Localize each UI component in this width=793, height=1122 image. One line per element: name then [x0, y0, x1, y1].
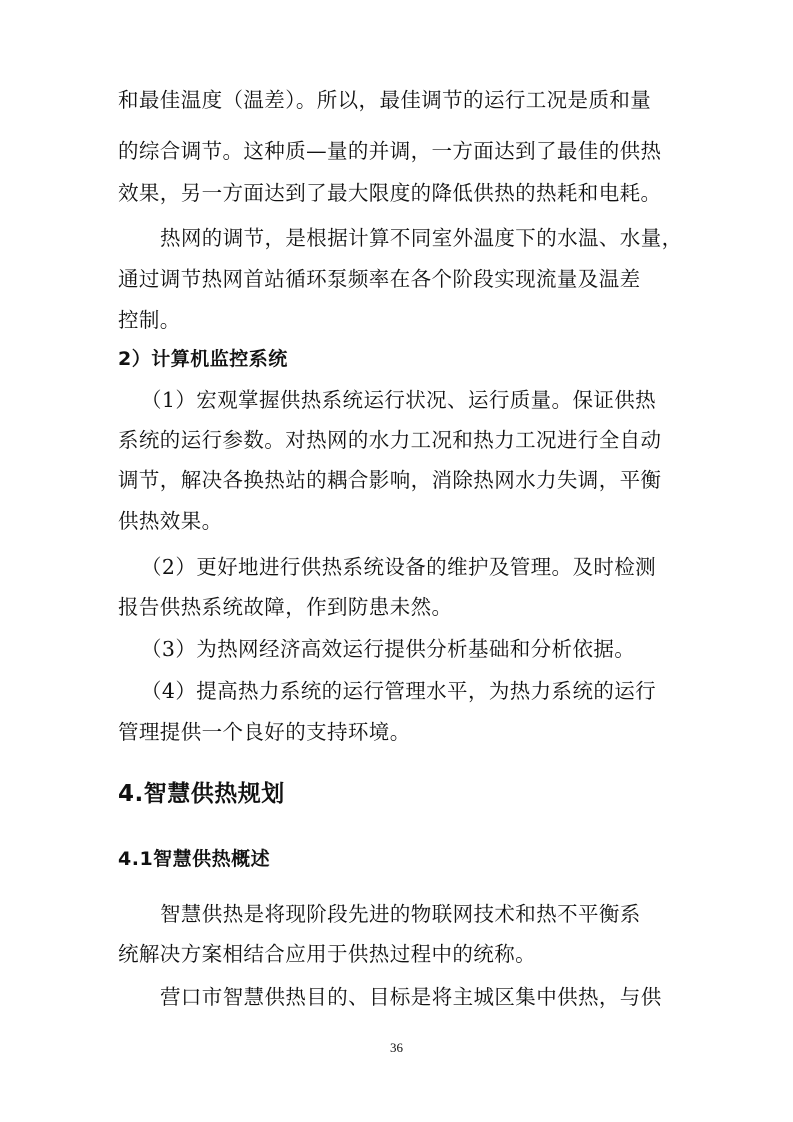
body-line-4: 热网的调节，是根据计算不同室外温度下的水温、水量，: [160, 226, 683, 250]
body-line-15: 管理提供一个良好的支持环境。: [118, 720, 411, 744]
body-line-11: （2）更好地进行供热系统设备的维护及管理。及时检测: [141, 555, 657, 579]
body-line-7: （1）宏观掌握供热系统运行状况、运行质量。保证供热: [141, 388, 657, 412]
body-line-3: 效果，另一方面达到了最大限度的降低供热的热耗和电耗。: [118, 181, 662, 205]
section-heading-smart-heating-overview: 4.1智慧供热概述: [118, 848, 271, 870]
body-line-6: 控制。: [118, 308, 181, 332]
body-line-9: 调节，解决各换热站的耦合影响，消除热网水力失调，平衡: [118, 468, 662, 492]
body-line-12: 报告供热系统故障，作到防患未然。: [118, 595, 453, 619]
body-line-10: 供热效果。: [118, 509, 223, 533]
section-heading-computer-monitoring: 2）计算机监控系统: [118, 348, 288, 370]
page-number: 36: [390, 1040, 403, 1055]
body-line-1: 和最佳温度（温差）。所以，最佳调节的运行工况是质和量: [118, 88, 652, 112]
body-line-5: 通过调节热网首站循环泵频率在各个阶段实现流量及温差: [118, 267, 641, 291]
body-line-8: 系统的运行参数。对热网的水力工况和热力工况进行全自动: [118, 428, 662, 452]
body-line-13: （3）为热网经济高效运行提供分析基础和分析依据。: [141, 637, 636, 661]
body-line-2: 的综合调节。这种质—量的并调，一方面达到了最佳的供热: [118, 139, 662, 163]
body-line-14: （4）提高热力系统的运行管理水平，为热力系统的运行: [141, 679, 657, 703]
body-line-16: 智慧供热是将现阶段先进的物联网技术和热不平衡系: [160, 902, 641, 926]
body-line-18: 营口市智慧供热目的、目标是将主城区集中供热，与供: [160, 985, 662, 1009]
body-line-17: 统解决方案相结合应用于供热过程中的统称。: [118, 942, 536, 966]
chapter-heading-smart-heating-planning: 4.智慧供热规划: [118, 781, 285, 807]
